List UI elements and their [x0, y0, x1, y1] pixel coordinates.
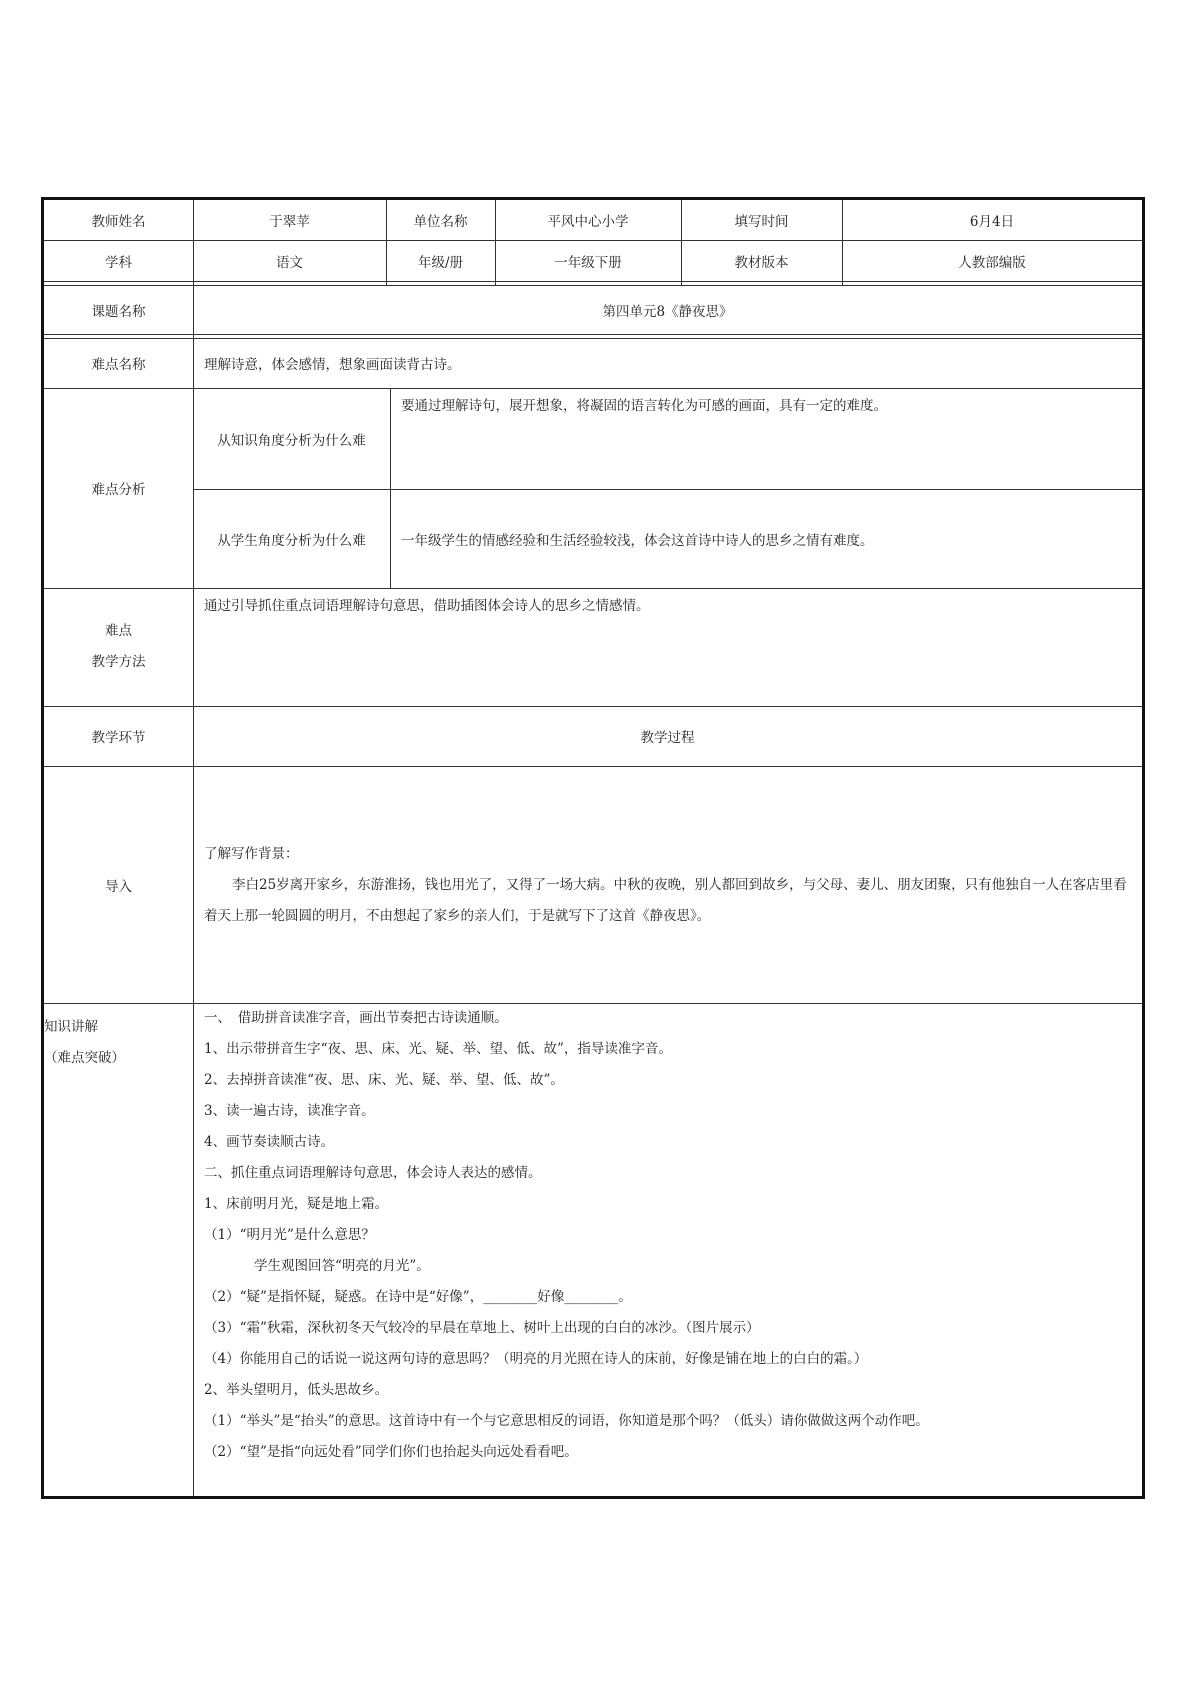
teacher-label: 教师姓名	[91, 214, 146, 230]
row-divider	[44, 334, 1142, 335]
knowledge-line: （2）“疑”是指怀疑，疑惑。在诗中是“好像”，________好像________。	[204, 1289, 632, 1305]
process-step-label: 教学环节	[91, 730, 146, 746]
knowledge-line: 1、出示带拼音生字“夜、思、床、光、疑、举、望、低、故”，指导读准字音。	[204, 1041, 672, 1057]
student-angle-text: 一年级学生的情感经验和生活经验较浅，体会这首诗中诗人的思乡之情有难度。	[401, 532, 874, 549]
edition-label: 教材版本	[734, 254, 789, 271]
knowledge-line: （4）你能用自己的话说一说这两句诗的意思吗？（明亮的月光照在诗人的床前，好像是铺在地上的白白的霜。）	[204, 1351, 868, 1367]
unit-value: 平风中心小学	[547, 214, 629, 230]
student-angle-label: 从学生角度分析为什么难	[217, 532, 366, 549]
subject-label: 学科	[105, 254, 132, 271]
knowledge-line: （1）“举头”是“抬头”的意思。这首诗中有一个与它意思相反的词语，你知道是那个吗？（低头）请你做做这两个动作吧。	[204, 1413, 929, 1429]
intro-label: 导入	[105, 878, 132, 895]
knowledge-line: 1、床前明月光，疑是地上霜。	[204, 1196, 389, 1212]
edition-value: 人教部编版	[958, 254, 1026, 271]
analysis-label: 难点分析	[91, 482, 146, 498]
subject-value: 语文	[276, 254, 303, 271]
row-divider	[44, 766, 1142, 767]
intro-heading: 了解写作背景：	[204, 846, 299, 862]
knowledge-line: 2、去掉拼音读准“夜、思、床、光、疑、举、望、低、故”。	[204, 1072, 564, 1088]
knowledge-line: （2）“望”是指“向远处看”同学们你们也抬起头向远处看看吧。	[204, 1444, 578, 1460]
date-label: 填写时间	[734, 214, 789, 230]
process-header: 教学过程	[640, 730, 695, 746]
knowledge-line: 学生观图回答“明亮的月光”。	[254, 1258, 430, 1274]
topic-value: 第四单元8《静夜思》	[602, 303, 733, 320]
difficulty-value: 理解诗意，体会感情，想象画面读背古诗。	[204, 357, 461, 373]
date-value: 6月4日	[969, 214, 1015, 230]
row-divider	[44, 281, 1142, 282]
teacher-value: 于翠苹	[269, 214, 310, 230]
knowledge-line: （3）“霜”秋霜，深秋初冬天气较冷的早晨在草地上、树叶上出现的白白的冰沙。（图片展示）	[204, 1320, 760, 1336]
method-text: 通过引导抓住重点词语理解诗句意思，借助插图体会诗人的思乡之情感情。	[204, 598, 650, 614]
knowledge-line: 4、画节奏读顺古诗。	[204, 1134, 335, 1150]
difficulty-label: 难点名称	[91, 357, 146, 373]
method-label	[44, 588, 193, 706]
grade-value: 一年级下册	[554, 254, 622, 271]
lesson-plan-table	[41, 197, 1145, 1499]
intro-body: 李白25岁离开家乡，东游淮扬，钱也用光了，又得了一场大病。中秋的夜晚，别人都回到故乡，与父母、妻儿、朋友团聚，只有他独自一人在客店里看着天上那一轮圆圆的明月，不由想起了家乡的亲人们，于是就写下了这首《静夜思》。	[204, 877, 1127, 924]
knowledge-line: （1）“明月光”是什么意思？	[204, 1227, 375, 1243]
knowledge-label-line1: 知识讲解	[44, 1019, 98, 1035]
method-label-line2: 教学方法	[91, 654, 146, 670]
grade-label: 年级/册	[417, 254, 464, 271]
intro-content	[204, 839, 1132, 932]
method-label-line1: 难点	[105, 623, 132, 639]
knowledge-label	[44, 1003, 193, 1083]
unit-label: 单位名称	[413, 214, 468, 230]
knowledge-content	[204, 1003, 1134, 1468]
knowledge-angle-text: 要通过理解诗句，展开想象，将凝固的语言转化为可感的画面，具有一定的难度。	[401, 398, 887, 414]
knowledge-line: 3、读一遍古诗，读准字音。	[204, 1103, 375, 1119]
knowledge-label-line2: （难点突破）	[44, 1050, 125, 1066]
topic-label: 课题名称	[91, 303, 146, 320]
knowledge-line: 二、抓住重点词语理解诗句意思，体会诗人表达的感情。	[204, 1165, 542, 1181]
knowledge-angle-label: 从知识角度分析为什么难	[217, 432, 366, 449]
knowledge-line: 一、 借助拼音读准字音，画出节奏把古诗读通顺。	[204, 1010, 508, 1026]
knowledge-line: 2、举头望明月，低头思故乡。	[204, 1382, 389, 1398]
